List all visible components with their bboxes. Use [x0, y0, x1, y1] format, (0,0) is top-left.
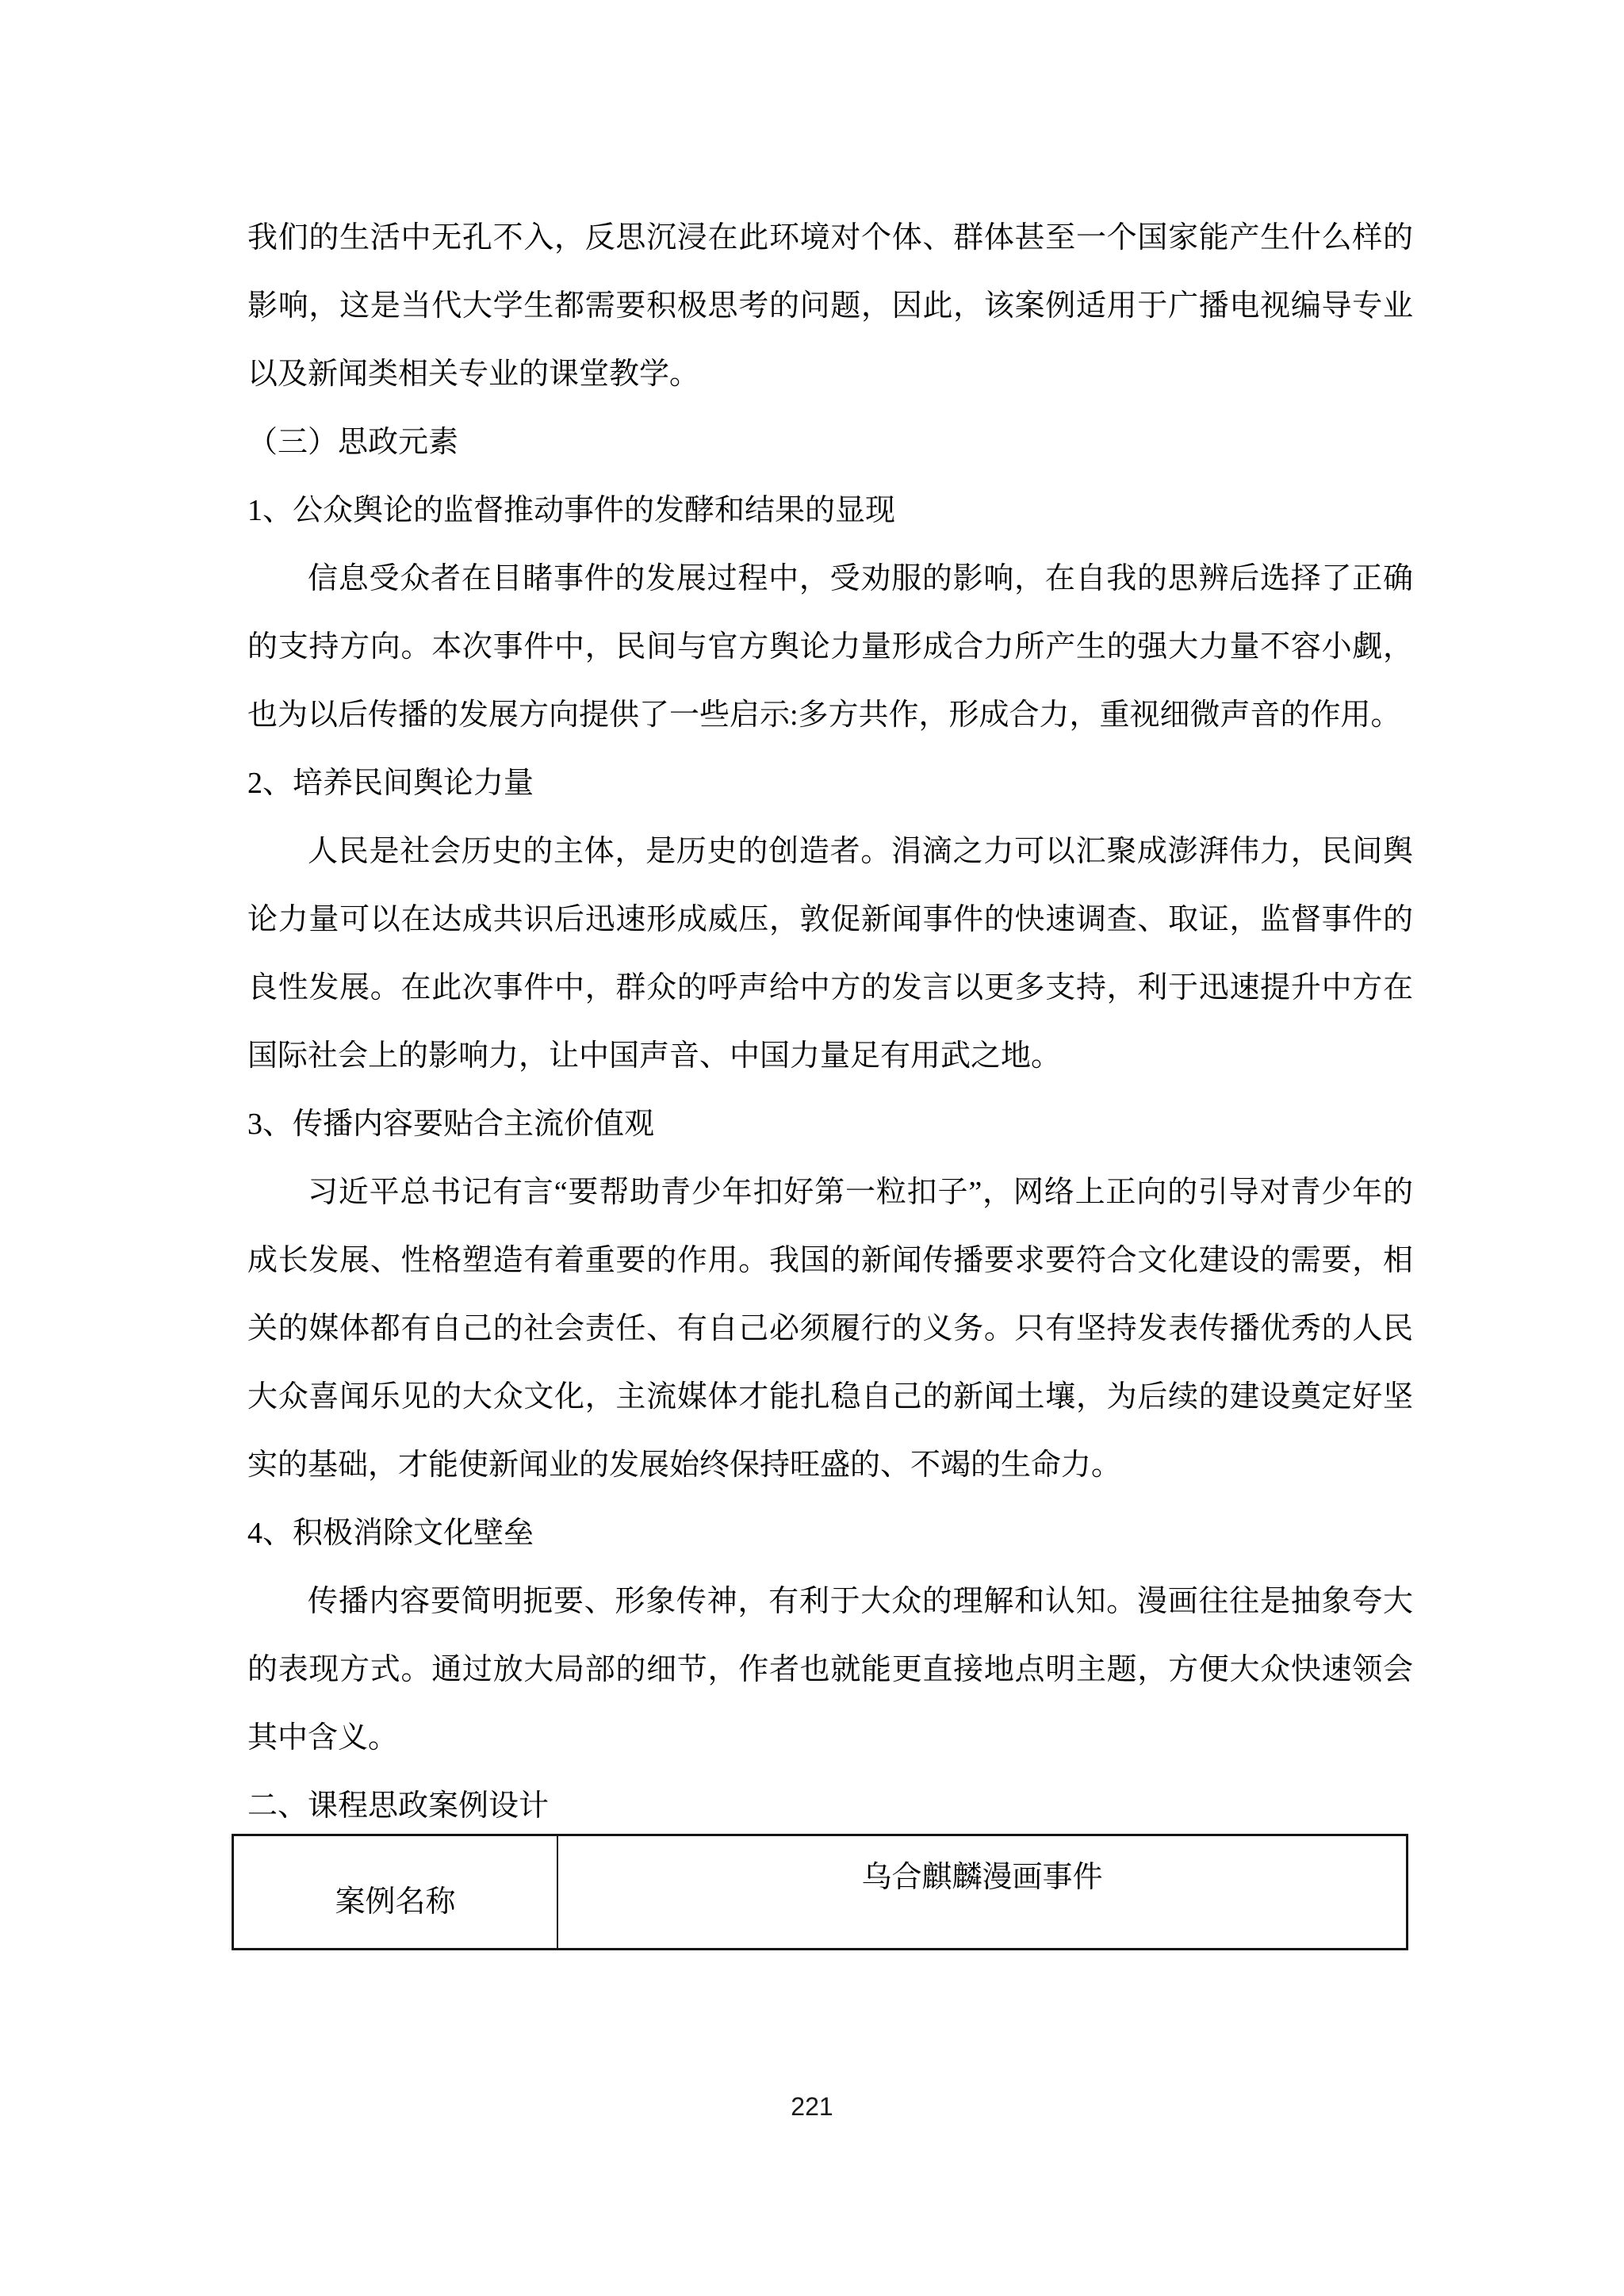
heading-point-4: 4、积极消除文化壁垒 — [247, 1517, 534, 1550]
heading-point-3: 3、传播内容要贴合主流价值观 — [247, 1108, 655, 1141]
paragraph-point-3: 习近平总书记有言“要帮助青少年扣好第一粒扣子”，网络上正向的引导对青少年的成长发展、性格塑造有着重要的作用。我国的新闻传播要求要符合文化建设的需要，相关的媒体都有自己的社会责任、有自己必须履行的义务。只有坚持发表传播优秀的人民大众喜闻乐见的大众文化，主流媒体才能扎稳自己的新闻土壤，为后续的建设奠定好坚实的基础，才能使新闻业的发展始终保持旺盛的、不竭的生命力。 — [247, 1176, 1413, 1482]
paragraph-point-2: 人民是社会历史的主体，是历史的创造者。涓滴之力可以汇聚成澎湃伟力，民间舆论力量可以在达成共识后迅速形成威压，敦促新闻事件的快速调查、取证，监督事件的良性发展。在此次事件中，群众的呼声给中方的发言以更多支持，利于迅速提升中方在国际社会上的影响力，让中国声音、中国力量足有用武之地。 — [247, 835, 1413, 1073]
page-body-text — [247, 204, 1413, 1840]
page-number: 221 — [791, 2092, 833, 2121]
heading-ideological-elements: （三）思政元素 — [247, 426, 459, 459]
paragraph-point-1: 信息受众者在目睹事件的发展过程中，受劝服的影响，在自我的思辨后选择了正确的支持方向。本次事件中，民间与官方舆论力量形成合力所产生的强大力量不容小觑，也为以后传播的发展方向提供了一些启示:多方共作，形成合力，重视细微声音的作用。 — [247, 562, 1413, 732]
heading-case-design-section: 二、课程思政案例设计 — [247, 1789, 550, 1823]
table-cell-case-name-value: 乌合麒麟漫画事件 — [861, 1861, 1103, 1894]
paragraph-case-applicability: 我们的生活中无孔不入，反思沉浸在此环境对个体、群体甚至一个国家能产生什么样的影响，这是当代大学生都需要积极思考的问题，因此，该案例适用于广播电视编导专业以及新闻类相关专业的课堂教学。 — [247, 221, 1413, 391]
table-cell-case-name-label: 案例名称 — [335, 1885, 456, 1919]
paragraph-point-4: 传播内容要简明扼要、形象传神，有利于大众的理解和认知。漫画往往是抽象夸大的表现方式。通过放大局部的细节，作者也就能更直接地点明主题，方便大众快速领会其中含义。 — [247, 1585, 1413, 1755]
heading-point-1: 1、公众舆论的监督推动事件的发酵和结果的显现 — [247, 494, 896, 527]
case-design-table — [232, 1834, 1408, 1950]
heading-point-2: 2、培养民间舆论力量 — [247, 767, 534, 800]
